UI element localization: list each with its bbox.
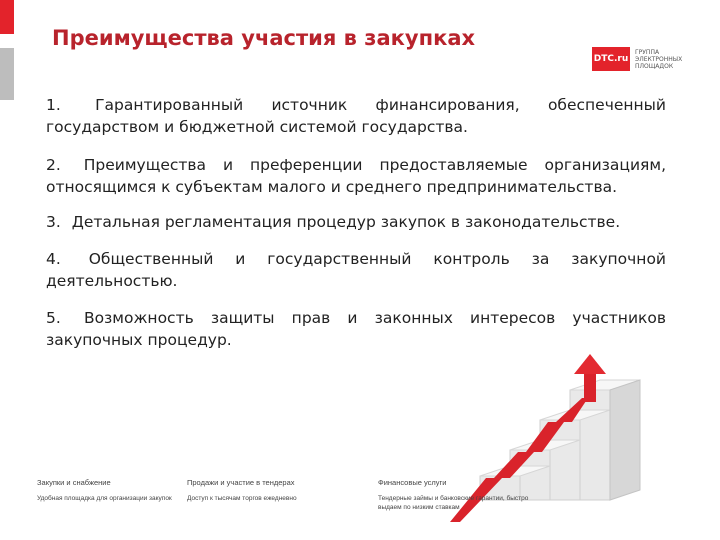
logo-mark: DTC.ru (592, 47, 630, 71)
logo (592, 47, 682, 71)
list-item (46, 307, 666, 351)
footer-subtitle: Доступ к тысячам торгов ежедневно (187, 495, 297, 502)
footer-title: Финансовые услуги (378, 478, 447, 487)
left-accent-bar-gray (0, 48, 14, 100)
footer-subtitle: Удобная площадка для организации закупок (37, 495, 172, 502)
item-number: 5. (46, 309, 61, 327)
list-item (46, 94, 666, 138)
list-item (46, 154, 666, 198)
logo-caption (635, 49, 682, 70)
footer-title: Продажи и участие в тендерах (187, 478, 295, 487)
item-text: Детальная регламентация процедур закупок в законодательстве. (71, 213, 621, 231)
item-text: Гарантированный источник финансирования, обеспеченный государством и бюджетной системой государства. (46, 96, 666, 136)
logo-caption-line-1: ГРУППА (635, 48, 660, 56)
list-item (46, 211, 666, 233)
footer-column-procurement (37, 478, 187, 503)
item-number: 4. (46, 250, 61, 268)
footer-column-finance (378, 478, 548, 512)
logo-caption-line-2: ЭЛЕКТРОННЫХ (635, 55, 683, 63)
item-number: 2. (46, 156, 61, 174)
item-text: Общественный и государственный контроль за закупочной деятельностью. (46, 250, 666, 290)
footer-subtitle: Тендерные займы и банковские гарантии, быстро выдаем по низким ставкам (378, 495, 529, 511)
footer-title: Закупки и снабжение (37, 478, 111, 487)
footer-column-sales (187, 478, 337, 503)
logo-caption-line-3: ПЛОЩАДОК (635, 62, 674, 70)
left-accent-bar-red (0, 0, 14, 34)
item-number: 1. (46, 96, 61, 114)
page-title: Преимущества участия в закупках (52, 26, 476, 50)
list-item (46, 248, 666, 292)
item-text: Преимущества и преференции предоставляемые организациям, относящимся к субъектам малого и среднего предпринимательства. (46, 156, 666, 196)
item-text: Возможность защиты прав и законных интересов участников закупочных процедур. (46, 309, 666, 349)
item-number: 3. (46, 213, 61, 231)
